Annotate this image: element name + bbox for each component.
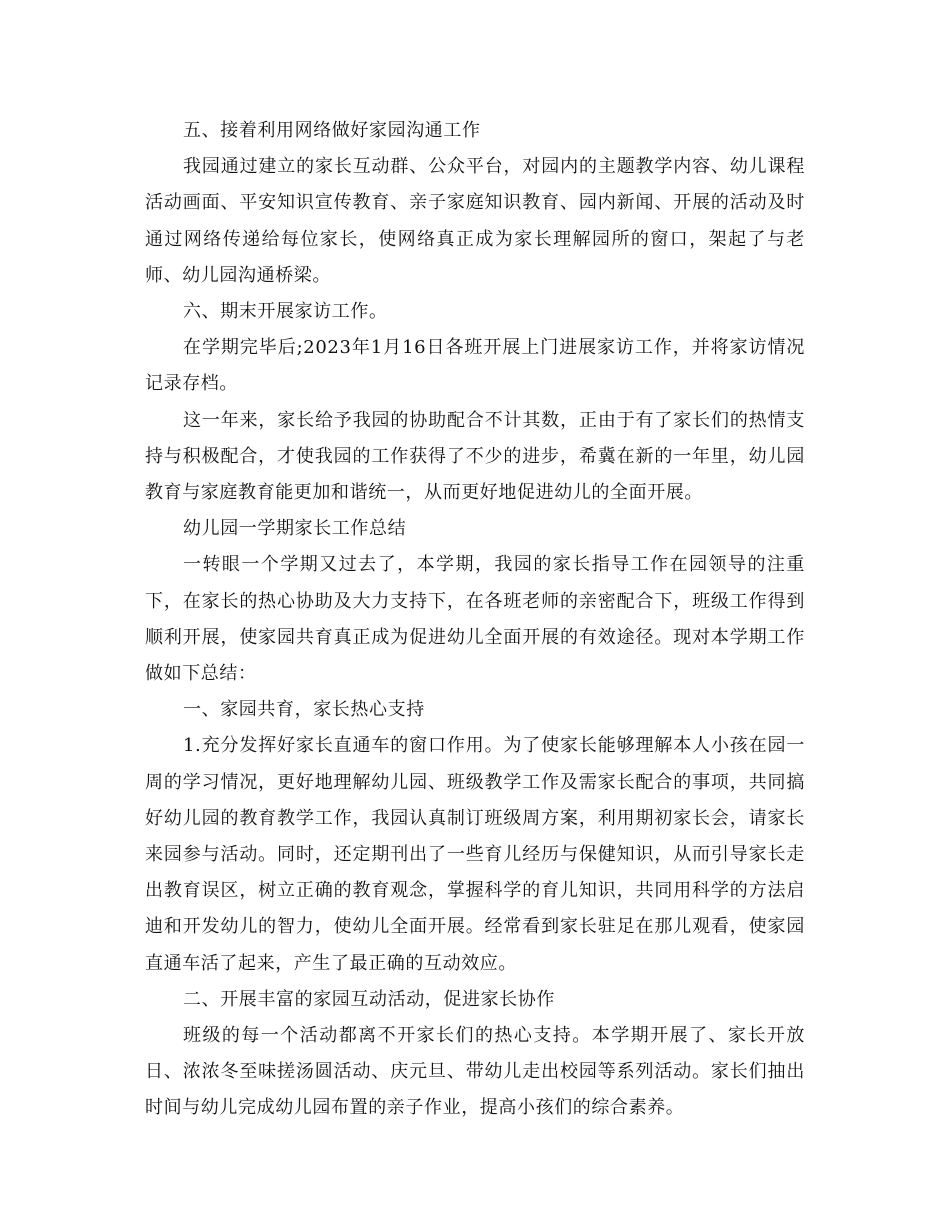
section-heading-5: 五、接着利用网络做好家园沟通工作 — [183, 120, 481, 141]
body-paragraph: 班级的每一个活动都离不开家长们的热心支持。本学期开展了、家长开放日、浓浓冬至味搓汤圆活动、庆元旦、带幼儿走出校园等系列活动。家长们抽出时间与幼儿完成幼儿园布置的亲子作业，提高小孩们的综合素养。 — [145, 1025, 805, 1119]
body-paragraph: 一转眼一个学期又过去了，本学期，我园的家长指导工作在园领导的注重下，在家长的热心协助及大力支持下，在各班老师的亲密配合下，班级工作得到顺利开展，使家园共育真正成为促进幼儿全面开展的有效途径。现对本学期工作做如下总结： — [145, 554, 805, 685]
section-heading-2: 二、开展丰富的家园互动活动，促进家长协作 — [183, 988, 555, 1010]
body-paragraph: 在学期完毕后;2023年1月16日各班开展上门进展家访工作，并将家访情况记录存档。 — [145, 337, 805, 395]
body-paragraph: 我园通过建立的家长互动群、公众平台，对园内的主题教学内容、幼儿课程活动画面、平安知识宣传教育、亲子家庭知识教育、园内新闻、开展的活动及时通过网络传递给每位家长，使网络真正成为家长理解园所的窗口，架起了与老师、幼儿园沟通桥梁。 — [145, 156, 805, 286]
body-paragraph: 这一年来，家长给予我园的协助配合不计其数，正由于有了家长们的热情支持与积极配合，才使我园的工作获得了不少的进步，希冀在新的一年里，幼儿园教育与家庭教育能更加和谐统一，从而更好地促进幼儿的全面开展。 — [145, 409, 805, 504]
body-paragraph: 1.充分发挥好家长直通车的窗口作用。为了使家长能够理解本人小孩在园一周的学习情况，更好地理解幼儿园、班级教学工作及需家长配合的事项，共同搞好幼儿园的教育教学工作，我园认真制订班级周方案，利用期初家长会，请家长来园参与活动。同时，还定期刊出了一些育儿经历与保健知识，从而引导家长走出教育误区，树立正确的教育观念，掌握科学的育儿知识，共同用科学的方法启迪和开发幼儿的智力，使幼儿全面开展。经常看到家长驻足在那儿观看，使家园直通车活了起来，产生了最正确的互动效应。 — [145, 735, 805, 974]
section-heading-6: 六、期末开展家访工作。 — [183, 301, 388, 323]
document-title: 幼儿园一学期家长工作总结 — [183, 518, 407, 540]
section-heading-1: 一、家园共育，家长热心支持 — [183, 699, 425, 721]
document-body — [145, 113, 805, 1127]
